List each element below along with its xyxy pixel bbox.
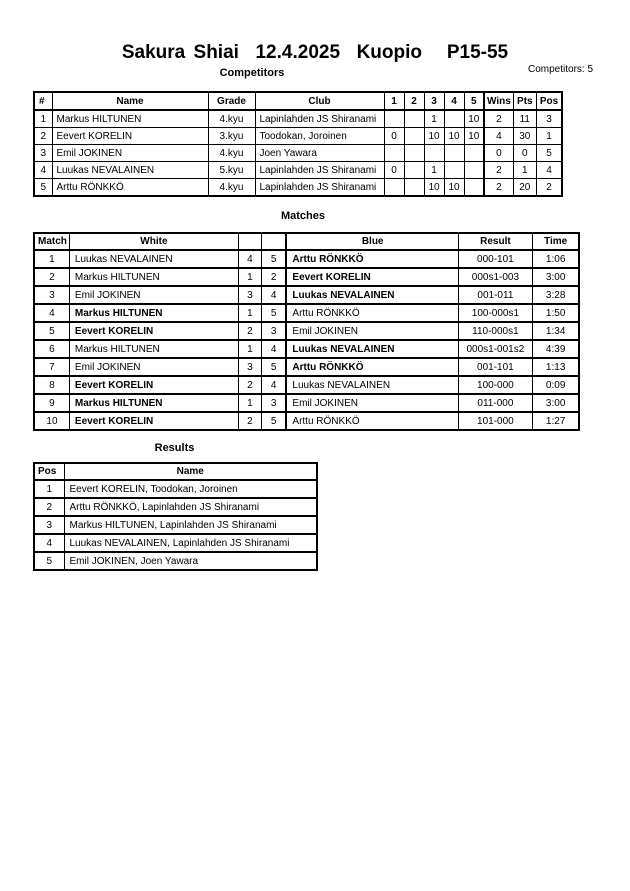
col-pts: Pts <box>513 92 536 110</box>
blue-number: 3 <box>261 394 286 412</box>
score-vs-5 <box>464 145 484 162</box>
blue-number: 5 <box>261 250 286 268</box>
white-name: Eevert KORELIN <box>69 322 238 340</box>
white-name: Emil JOKINEN <box>69 358 238 376</box>
score-vs-1: 0 <box>384 128 404 145</box>
competitor-number: 5 <box>34 179 52 197</box>
score-vs-1 <box>384 179 404 197</box>
blue-number: 5 <box>261 304 286 322</box>
col-opp-2: 2 <box>404 92 424 110</box>
blue-number: 4 <box>261 376 286 394</box>
competitor-grade: 4.kyu <box>208 110 255 128</box>
blue-name: Eevert KORELIN <box>286 268 458 286</box>
match-number: 6 <box>34 340 69 358</box>
col-grade: Grade <box>208 92 255 110</box>
match-row <box>34 286 579 304</box>
competitor-wins: 2 <box>484 179 513 197</box>
competitor-wins: 2 <box>484 162 513 179</box>
col-white-num <box>238 233 261 250</box>
col-pos: Pos <box>34 463 64 480</box>
competitor-number: 1 <box>34 110 52 128</box>
score-vs-1: 0 <box>384 162 404 179</box>
score-vs-2 <box>404 110 424 128</box>
matches-header-row <box>34 233 579 250</box>
match-result: 100-000 <box>458 376 532 394</box>
blue-name: Emil JOKINEN <box>286 394 458 412</box>
competitor-pts: 20 <box>513 179 536 197</box>
score-vs-4: 10 <box>444 128 464 145</box>
match-time: 1:27 <box>532 412 579 430</box>
competitor-wins: 2 <box>484 110 513 128</box>
result-pos: 5 <box>34 552 64 570</box>
competitor-pts: 11 <box>513 110 536 128</box>
col-opp-5: 5 <box>464 92 484 110</box>
competitor-club: Joen Yawara <box>255 145 384 162</box>
competitor-grade: 3.kyu <box>208 128 255 145</box>
blue-number: 4 <box>261 286 286 304</box>
result-name: Arttu RÖNKKÖ, Lapinlahden JS Shiranami <box>64 498 317 516</box>
col-club: Club <box>255 92 384 110</box>
col-name: Name <box>64 463 317 480</box>
competitors-count: Competitors: 5 <box>528 64 594 75</box>
match-number: 4 <box>34 304 69 322</box>
match-number: 7 <box>34 358 69 376</box>
result-name: Eevert KORELIN, Toodokan, Joroinen <box>64 480 317 498</box>
score-vs-3: 10 <box>424 179 444 197</box>
competitor-club: Lapinlahden JS Shiranami <box>255 110 384 128</box>
white-name: Markus HILTUNEN <box>69 340 238 358</box>
competitors-table <box>33 91 563 197</box>
match-time: 1:06 <box>532 250 579 268</box>
score-vs-2 <box>404 162 424 179</box>
result-pos: 1 <box>34 480 64 498</box>
match-result: 101-000 <box>458 412 532 430</box>
competitors-section-title: Competitors <box>219 67 285 79</box>
blue-name: Arttu RÖNKKÖ <box>286 358 458 376</box>
blue-name: Luukas NEVALAINEN <box>286 376 458 394</box>
competitor-pos: 3 <box>536 110 562 128</box>
col-opp-3: 3 <box>424 92 444 110</box>
competitor-number: 2 <box>34 128 52 145</box>
white-number: 4 <box>238 250 261 268</box>
match-time: 3:00 <box>532 394 579 412</box>
blue-name: Luukas NEVALAINEN <box>286 286 458 304</box>
competitor-grade: 5.kyu <box>208 162 255 179</box>
score-vs-2 <box>404 179 424 197</box>
match-row <box>34 268 579 286</box>
competitor-pos: 5 <box>536 145 562 162</box>
blue-number: 2 <box>261 268 286 286</box>
col-white: White <box>69 233 238 250</box>
match-row <box>34 304 579 322</box>
competitor-wins: 0 <box>484 145 513 162</box>
score-vs-2 <box>404 128 424 145</box>
competitor-row <box>34 128 562 145</box>
white-name: Markus HILTUNEN <box>69 394 238 412</box>
match-result: 011-000 <box>458 394 532 412</box>
blue-name: Arttu RÖNKKÖ <box>286 412 458 430</box>
match-row <box>34 358 579 376</box>
white-number: 3 <box>238 358 261 376</box>
score-vs-1 <box>384 145 404 162</box>
white-number: 1 <box>238 268 261 286</box>
competitor-row <box>34 162 562 179</box>
score-vs-5 <box>464 179 484 197</box>
col-match: Match <box>34 233 69 250</box>
score-vs-4 <box>444 145 464 162</box>
white-number: 1 <box>238 394 261 412</box>
match-number: 3 <box>34 286 69 304</box>
competitors-header-row <box>34 92 562 110</box>
col-pos: Pos <box>536 92 562 110</box>
competitor-pos: 4 <box>536 162 562 179</box>
score-vs-4 <box>444 110 464 128</box>
result-row <box>34 516 317 534</box>
matches-table <box>33 232 580 431</box>
competitor-name: Emil JOKINEN <box>52 145 208 162</box>
score-vs-4 <box>444 162 464 179</box>
match-time: 1:13 <box>532 358 579 376</box>
competitor-pts: 0 <box>513 145 536 162</box>
white-number: 2 <box>238 412 261 430</box>
competitor-club: Lapinlahden JS Shiranami <box>255 179 384 197</box>
match-time: 3:00 <box>532 268 579 286</box>
blue-name: Emil JOKINEN <box>286 322 458 340</box>
white-number: 1 <box>238 340 261 358</box>
match-result: 001-101 <box>458 358 532 376</box>
match-row <box>34 250 579 268</box>
white-name: Eevert KORELIN <box>69 376 238 394</box>
match-number: 5 <box>34 322 69 340</box>
match-result: 000-101 <box>458 250 532 268</box>
competitor-pos: 2 <box>536 179 562 197</box>
score-vs-1 <box>384 110 404 128</box>
score-vs-4: 10 <box>444 179 464 197</box>
blue-number: 3 <box>261 322 286 340</box>
match-result: 110-000s1 <box>458 322 532 340</box>
match-result: 000s1-001s2 <box>458 340 532 358</box>
competitor-club: Toodokan, Joroinen <box>255 128 384 145</box>
blue-name: Arttu RÖNKKÖ <box>286 250 458 268</box>
competitor-club: Lapinlahden JS Shiranami <box>255 162 384 179</box>
blue-number: 4 <box>261 340 286 358</box>
results-table <box>33 462 318 571</box>
white-number: 2 <box>238 322 261 340</box>
competitor-pts: 30 <box>513 128 536 145</box>
match-row <box>34 322 579 340</box>
match-time: 1:50 <box>532 304 579 322</box>
white-name: Markus HILTUNEN <box>69 304 238 322</box>
result-name: Luukas NEVALAINEN, Lapinlahden JS Shiranami <box>64 534 317 552</box>
col-blue: Blue <box>286 233 458 250</box>
white-name: Luukas NEVALAINEN <box>69 250 238 268</box>
result-name: Emil JOKINEN, Joen Yawara <box>64 552 317 570</box>
competitor-name: Markus HILTUNEN <box>52 110 208 128</box>
col-result: Result <box>458 233 532 250</box>
match-number: 1 <box>34 250 69 268</box>
match-number: 9 <box>34 394 69 412</box>
col-opp-4: 4 <box>444 92 464 110</box>
white-name: Markus HILTUNEN <box>69 268 238 286</box>
col-number: # <box>34 92 52 110</box>
score-vs-3: 1 <box>424 162 444 179</box>
score-vs-5: 10 <box>464 128 484 145</box>
result-row <box>34 480 317 498</box>
result-row <box>34 552 317 570</box>
competitor-number: 4 <box>34 162 52 179</box>
match-time: 4:39 <box>532 340 579 358</box>
match-result: 100-000s1 <box>458 304 532 322</box>
competitor-name: Luukas NEVALAINEN <box>52 162 208 179</box>
white-number: 1 <box>238 304 261 322</box>
col-time: Time <box>532 233 579 250</box>
results-header-row <box>34 463 317 480</box>
match-row <box>34 376 579 394</box>
blue-name: Luukas NEVALAINEN <box>286 340 458 358</box>
score-vs-5 <box>464 162 484 179</box>
result-pos: 2 <box>34 498 64 516</box>
competitor-row <box>34 179 562 197</box>
blue-number: 5 <box>261 412 286 430</box>
match-row <box>34 394 579 412</box>
competitor-grade: 4.kyu <box>208 179 255 197</box>
competitor-pos: 1 <box>536 128 562 145</box>
match-time: 1:34 <box>532 322 579 340</box>
score-vs-3 <box>424 145 444 162</box>
match-row <box>34 412 579 430</box>
col-name: Name <box>52 92 208 110</box>
competitor-wins: 4 <box>484 128 513 145</box>
competitor-name: Arttu RÖNKKÖ <box>52 179 208 197</box>
score-vs-5: 10 <box>464 110 484 128</box>
score-vs-2 <box>404 145 424 162</box>
result-name: Markus HILTUNEN, Lapinlahden JS Shiranami <box>64 516 317 534</box>
result-row <box>34 534 317 552</box>
blue-number: 5 <box>261 358 286 376</box>
result-pos: 4 <box>34 534 64 552</box>
page-title: Sakura Shiai 12.4.2025 Kuopio P15-55 <box>121 42 509 63</box>
match-number: 2 <box>34 268 69 286</box>
match-result: 001-011 <box>458 286 532 304</box>
score-vs-3: 1 <box>424 110 444 128</box>
matches-section-title: Matches <box>280 210 326 222</box>
competitor-pts: 1 <box>513 162 536 179</box>
white-name: Eevert KORELIN <box>69 412 238 430</box>
match-time: 3:28 <box>532 286 579 304</box>
results-section-title: Results <box>154 442 195 454</box>
competitor-grade: 4.kyu <box>208 145 255 162</box>
match-result: 000s1-003 <box>458 268 532 286</box>
white-number: 2 <box>238 376 261 394</box>
result-row <box>34 498 317 516</box>
col-blue-num <box>261 233 286 250</box>
blue-name: Arttu RÖNKKÖ <box>286 304 458 322</box>
match-number: 10 <box>34 412 69 430</box>
score-vs-3: 10 <box>424 128 444 145</box>
result-pos: 3 <box>34 516 64 534</box>
competitor-row <box>34 110 562 128</box>
col-opp-1: 1 <box>384 92 404 110</box>
match-number: 8 <box>34 376 69 394</box>
competitor-row <box>34 145 562 162</box>
white-number: 3 <box>238 286 261 304</box>
match-row <box>34 340 579 358</box>
col-wins: Wins <box>484 92 513 110</box>
competitor-name: Eevert KORELIN <box>52 128 208 145</box>
match-time: 0:09 <box>532 376 579 394</box>
competitor-number: 3 <box>34 145 52 162</box>
white-name: Emil JOKINEN <box>69 286 238 304</box>
